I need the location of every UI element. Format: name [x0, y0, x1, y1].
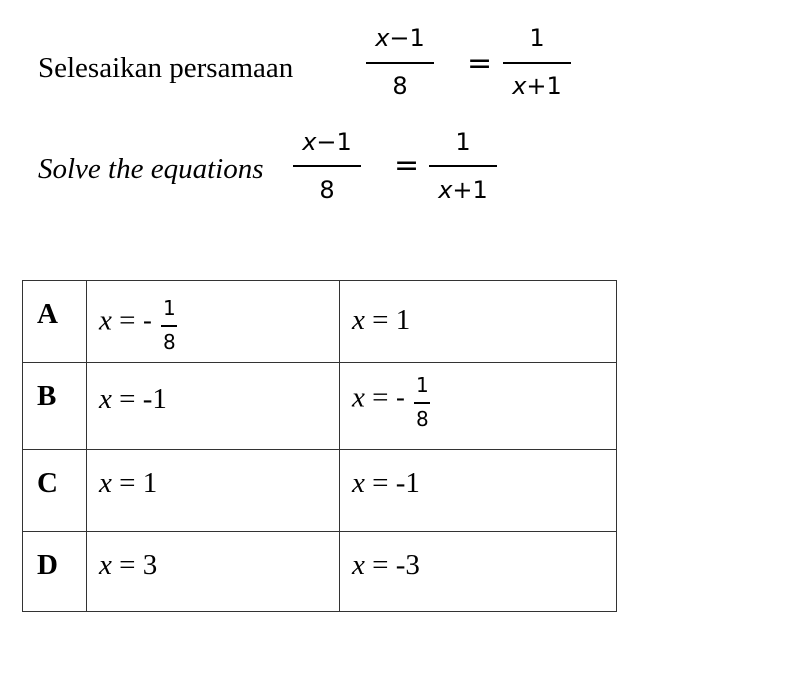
equals: = — [111, 304, 143, 337]
equals: = — [111, 383, 143, 415]
malay-rhs-fraction-bar — [503, 62, 571, 64]
minus-sign: - — [142, 306, 161, 337]
answer-fraction-bar — [161, 325, 177, 327]
option-letter-cell — [23, 363, 87, 450]
answer-value: 1 — [395, 304, 411, 336]
variable-x: x — [352, 549, 365, 581]
option-answer2-cell — [340, 281, 617, 363]
option-answer2-cell — [340, 363, 617, 450]
english-rhs-fraction — [429, 126, 497, 216]
english-lhs-fraction — [293, 126, 361, 216]
option-answer1 — [99, 467, 157, 500]
option-answer2-cell — [340, 450, 617, 532]
answer-fraction — [413, 371, 431, 435]
equals: = — [111, 467, 143, 499]
english-lhs-fraction-bar — [293, 165, 361, 167]
answer-fraction-numerator: 1 — [163, 296, 176, 320]
answer-value: -1 — [142, 383, 167, 415]
english-rhs-numerator: 1 — [455, 128, 471, 156]
answer-fraction-denominator: 8 — [416, 407, 429, 431]
equals: = — [111, 549, 143, 581]
malay-rhs-fraction — [503, 22, 571, 112]
english-rhs-denominator: x+1 — [438, 176, 488, 204]
equals: = — [364, 381, 396, 414]
option-letter: C — [37, 467, 58, 499]
english-equals-sign: = — [394, 148, 420, 183]
equals: = — [364, 304, 396, 336]
option-letter: B — [37, 380, 57, 412]
variable-x: x — [352, 381, 365, 414]
minus-sign: - — [395, 383, 414, 414]
malay-rhs-denominator: x+1 — [512, 72, 562, 100]
option-letter-cell — [23, 532, 87, 612]
option-answer1 — [99, 549, 157, 582]
option-row-d[interactable] — [23, 532, 617, 612]
answer-fraction — [160, 294, 178, 358]
answer-fraction-numerator: 1 — [416, 373, 429, 397]
option-answer2 — [352, 549, 420, 582]
question-malay — [0, 22, 789, 112]
answer-value: -1 — [395, 467, 420, 499]
option-letter-cell — [23, 281, 87, 363]
variable-x: x — [99, 304, 112, 337]
option-row-b[interactable] — [23, 363, 617, 450]
equals: = — [364, 467, 396, 499]
variable-x: x — [352, 467, 365, 499]
answer-value: 3 — [142, 549, 158, 581]
question-english — [0, 126, 789, 216]
answer-fraction-bar — [414, 402, 430, 404]
option-answer2-cell — [340, 532, 617, 612]
malay-lhs-fraction-bar — [366, 62, 434, 64]
equals: = — [364, 549, 396, 581]
malay-lhs-denominator: 8 — [392, 72, 408, 100]
option-answer1 — [99, 383, 167, 416]
variable-x: x — [99, 549, 112, 581]
malay-equals-sign: = — [467, 46, 493, 81]
option-answer1-cell — [87, 281, 340, 363]
option-row-c[interactable] — [23, 450, 617, 532]
english-lhs-numerator: x−1 — [302, 128, 352, 156]
option-letter: A — [37, 298, 58, 330]
answer-fraction-denominator: 8 — [163, 330, 176, 354]
option-letter: D — [37, 549, 58, 581]
malay-lhs-numerator: x−1 — [375, 24, 425, 52]
english-rhs-fraction-bar — [429, 165, 497, 167]
variable-x: x — [99, 383, 112, 415]
variable-x: x — [99, 467, 112, 499]
option-letter-cell — [23, 450, 87, 532]
option-answer2 — [352, 304, 410, 337]
option-answer1-cell — [87, 450, 340, 532]
answer-options-table — [22, 280, 617, 612]
option-answer1-cell — [87, 532, 340, 612]
option-answer1-cell — [87, 363, 340, 450]
question-english-text: Solve the equations — [38, 153, 264, 185]
question-malay-text: Selesaikan persamaan — [38, 52, 294, 84]
option-answer2 — [352, 467, 420, 500]
option-answer2 — [352, 368, 431, 432]
answer-value: 1 — [142, 467, 158, 499]
variable-x: x — [352, 304, 365, 336]
english-lhs-denominator: 8 — [319, 176, 335, 204]
malay-rhs-numerator: 1 — [529, 24, 545, 52]
malay-lhs-fraction — [366, 22, 434, 112]
answer-value: -3 — [395, 549, 420, 581]
option-answer1 — [99, 291, 178, 355]
option-row-a[interactable] — [23, 281, 617, 363]
